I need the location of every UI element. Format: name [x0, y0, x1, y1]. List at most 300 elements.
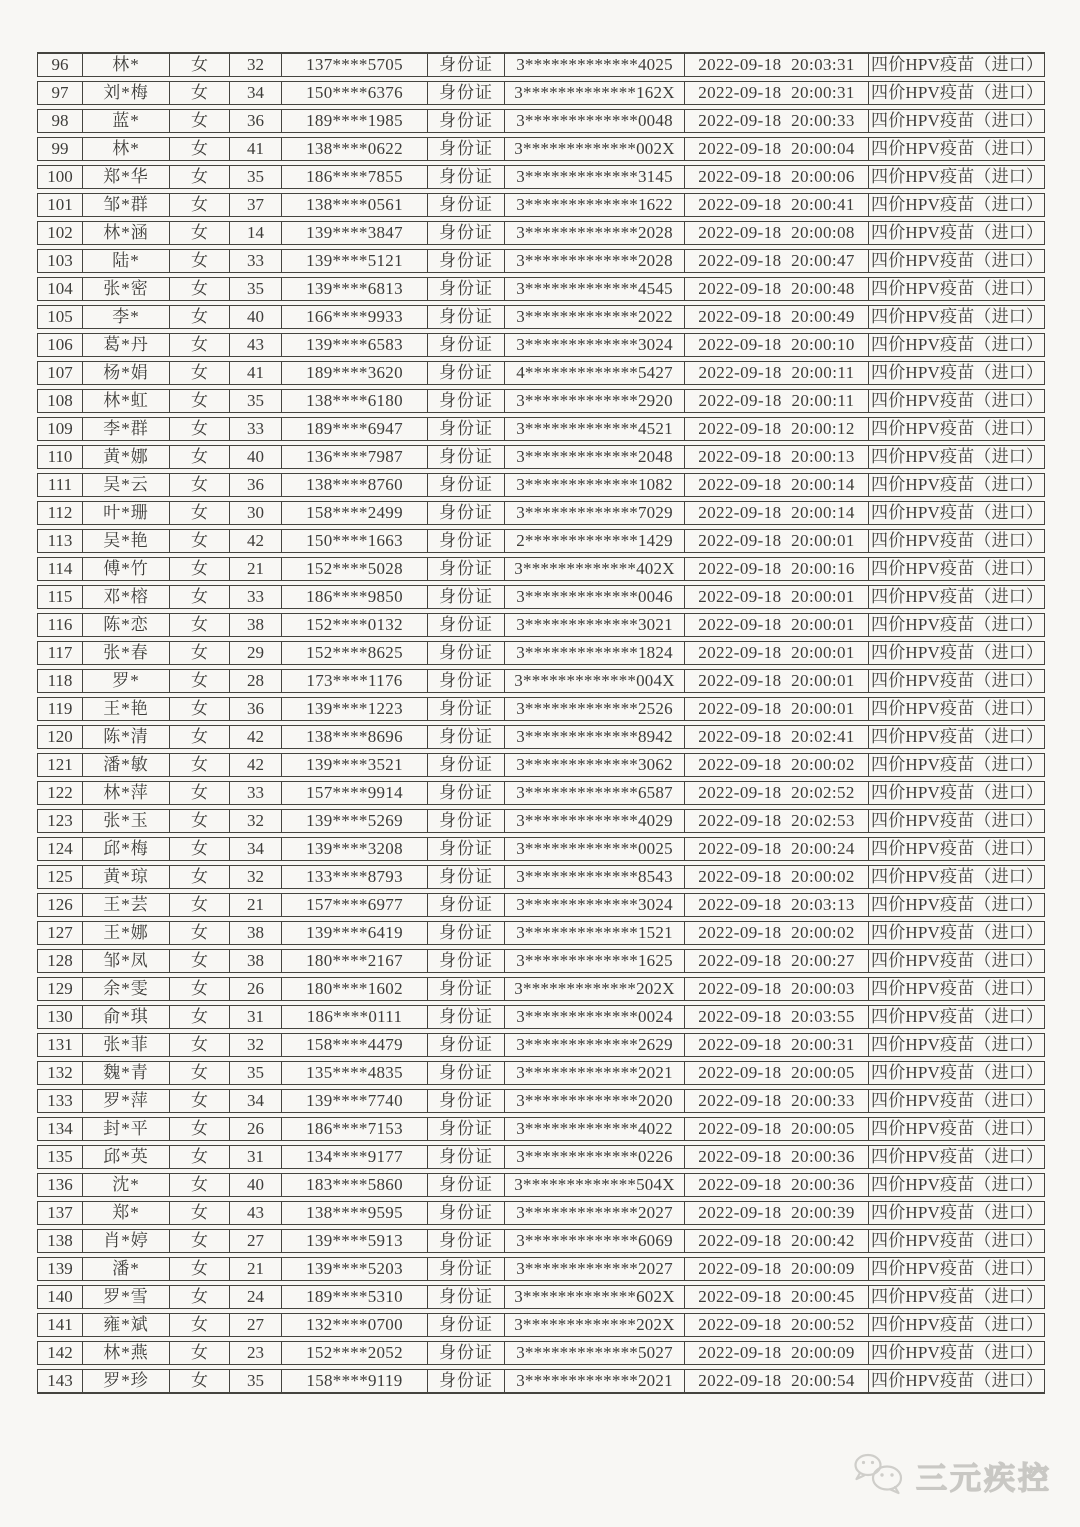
vaccination-record-table-page: [37, 48, 1045, 1398]
table-row: [37, 1313, 1045, 1337]
registration-time: 2022-09-18 20:00:42: [685, 1229, 869, 1253]
person-name-masked: 叶*珊: [83, 501, 170, 525]
person-name-masked: 杨*娟: [83, 361, 170, 385]
person-name-masked: 李*群: [83, 417, 170, 441]
registration-time: 2022-09-18 20:00:02: [685, 921, 869, 945]
row-number: 123: [37, 809, 83, 833]
id-type: 身份证: [428, 529, 505, 553]
age: 35: [230, 165, 282, 189]
person-name-masked: 傅*竹: [83, 557, 170, 581]
vaccine-name: 四价HPV疫苗（进口）: [869, 949, 1045, 973]
id-number-masked: 3*************2920: [505, 389, 685, 413]
id-number-masked: 3*************4025: [505, 52, 685, 77]
person-name-masked: 刘*梅: [83, 81, 170, 105]
id-number-masked: 3*************402X: [505, 557, 685, 581]
row-number: 120: [37, 725, 83, 749]
watermark: [852, 1452, 1052, 1498]
registration-time: 2022-09-18 20:00:04: [685, 137, 869, 161]
id-type: 身份证: [428, 921, 505, 945]
registration-time: 2022-09-18 20:02:41: [685, 725, 869, 749]
person-name-masked: 王*芸: [83, 893, 170, 917]
id-number-masked: 3*************2027: [505, 1257, 685, 1281]
id-type: 身份证: [428, 781, 505, 805]
table-row: [37, 1341, 1045, 1365]
table-row: [37, 361, 1045, 385]
table-row: [37, 1145, 1045, 1169]
age: 43: [230, 333, 282, 357]
table-row: [37, 1369, 1045, 1394]
id-number-masked: 3*************2021: [505, 1061, 685, 1085]
registration-time: 2022-09-18 20:00:08: [685, 221, 869, 245]
vaccine-name: 四价HPV疫苗（进口）: [869, 1173, 1045, 1197]
row-number: 107: [37, 361, 83, 385]
row-number: 108: [37, 389, 83, 413]
age: 40: [230, 445, 282, 469]
id-type: 身份证: [428, 669, 505, 693]
age: 33: [230, 249, 282, 273]
table-row: [37, 697, 1045, 721]
gender: 女: [170, 697, 230, 721]
table-body: [37, 52, 1045, 1394]
gender: 女: [170, 557, 230, 581]
gender: 女: [170, 361, 230, 385]
gender: 女: [170, 1257, 230, 1281]
id-number-masked: 3*************6069: [505, 1229, 685, 1253]
age: 42: [230, 725, 282, 749]
registration-time: 2022-09-18 20:00:09: [685, 1257, 869, 1281]
age: 27: [230, 1229, 282, 1253]
registration-time: 2022-09-18 20:00:12: [685, 417, 869, 441]
row-number: 134: [37, 1117, 83, 1141]
registration-time: 2022-09-18 20:00:01: [685, 641, 869, 665]
age: 23: [230, 1341, 282, 1365]
phone-masked: 134****9177: [282, 1145, 428, 1169]
registration-time: 2022-09-18 20:00:54: [685, 1369, 869, 1394]
watermark-label: 三元疾控: [916, 1460, 1052, 1496]
id-type: 身份证: [428, 753, 505, 777]
phone-masked: 180****1602: [282, 977, 428, 1001]
id-number-masked: 3*************3024: [505, 333, 685, 357]
id-type: 身份证: [428, 417, 505, 441]
row-number: 111: [37, 473, 83, 497]
gender: 女: [170, 193, 230, 217]
registration-time: 2022-09-18 20:00:01: [685, 529, 869, 553]
table-row: [37, 977, 1045, 1001]
id-type: 身份证: [428, 1061, 505, 1085]
age: 32: [230, 865, 282, 889]
vaccine-name: 四价HPV疫苗（进口）: [869, 809, 1045, 833]
gender: 女: [170, 1005, 230, 1029]
id-type: 身份证: [428, 697, 505, 721]
vaccine-name: 四价HPV疫苗（进口）: [869, 641, 1045, 665]
age: 32: [230, 52, 282, 77]
registration-time: 2022-09-18 20:00:33: [685, 1089, 869, 1113]
id-number-masked: 3*************2526: [505, 697, 685, 721]
id-number-masked: 3*************7029: [505, 501, 685, 525]
phone-masked: 150****1663: [282, 529, 428, 553]
age: 34: [230, 81, 282, 105]
vaccine-name: 四价HPV疫苗（进口）: [869, 921, 1045, 945]
vaccine-name: 四价HPV疫苗（进口）: [869, 501, 1045, 525]
phone-masked: 186****7153: [282, 1117, 428, 1141]
registration-time: 2022-09-18 20:00:36: [685, 1145, 869, 1169]
registration-time: 2022-09-18 20:00:45: [685, 1285, 869, 1309]
gender: 女: [170, 725, 230, 749]
registration-time: 2022-09-18 20:02:52: [685, 781, 869, 805]
person-name-masked: 张*春: [83, 641, 170, 665]
gender: 女: [170, 837, 230, 861]
person-name-masked: 黄*琼: [83, 865, 170, 889]
row-number: 97: [37, 81, 83, 105]
person-name-masked: 余*雯: [83, 977, 170, 1001]
id-number-masked: 3*************4022: [505, 1117, 685, 1141]
person-name-masked: 陆*: [83, 249, 170, 273]
table-row: [37, 333, 1045, 357]
vaccine-name: 四价HPV疫苗（进口）: [869, 585, 1045, 609]
id-number-masked: 3*************2629: [505, 1033, 685, 1057]
row-number: 122: [37, 781, 83, 805]
id-type: 身份证: [428, 1145, 505, 1169]
row-number: 118: [37, 669, 83, 693]
person-name-masked: 邱*梅: [83, 837, 170, 861]
person-name-masked: 潘*敏: [83, 753, 170, 777]
id-number-masked: 3*************0024: [505, 1005, 685, 1029]
id-number-masked: 3*************2021: [505, 1369, 685, 1394]
registration-time: 2022-09-18 20:00:31: [685, 81, 869, 105]
id-number-masked: 3*************3021: [505, 613, 685, 637]
table-row: [37, 921, 1045, 945]
row-number: 137: [37, 1201, 83, 1225]
id-number-masked: 3*************4521: [505, 417, 685, 441]
table-row: [37, 165, 1045, 189]
age: 36: [230, 473, 282, 497]
table-row: [37, 1033, 1045, 1057]
id-type: 身份证: [428, 361, 505, 385]
vaccine-name: 四价HPV疫苗（进口）: [869, 165, 1045, 189]
age: 33: [230, 585, 282, 609]
age: 35: [230, 389, 282, 413]
row-number: 119: [37, 697, 83, 721]
phone-masked: 152****5028: [282, 557, 428, 581]
row-number: 135: [37, 1145, 83, 1169]
age: 37: [230, 193, 282, 217]
age: 24: [230, 1285, 282, 1309]
row-number: 98: [37, 109, 83, 133]
phone-masked: 139****5203: [282, 1257, 428, 1281]
person-name-masked: 邹*凤: [83, 949, 170, 973]
age: 35: [230, 1369, 282, 1394]
vaccine-name: 四价HPV疫苗（进口）: [869, 81, 1045, 105]
registration-time: 2022-09-18 20:00:01: [685, 585, 869, 609]
person-name-masked: 陈*清: [83, 725, 170, 749]
id-number-masked: 3*************2020: [505, 1089, 685, 1113]
vaccine-name: 四价HPV疫苗（进口）: [869, 417, 1045, 441]
row-number: 140: [37, 1285, 83, 1309]
id-type: 身份证: [428, 613, 505, 637]
id-type: 身份证: [428, 1313, 505, 1337]
person-name-masked: 罗*萍: [83, 1089, 170, 1113]
phone-masked: 132****0700: [282, 1313, 428, 1337]
id-number-masked: 3*************1521: [505, 921, 685, 945]
gender: 女: [170, 529, 230, 553]
row-number: 132: [37, 1061, 83, 1085]
id-type: 身份证: [428, 305, 505, 329]
gender: 女: [170, 165, 230, 189]
id-number-masked: 3*************6587: [505, 781, 685, 805]
row-number: 113: [37, 529, 83, 553]
vaccine-name: 四价HPV疫苗（进口）: [869, 137, 1045, 161]
row-number: 112: [37, 501, 83, 525]
table-row: [37, 1173, 1045, 1197]
table-row: [37, 669, 1045, 693]
person-name-masked: 罗*珍: [83, 1369, 170, 1394]
phone-masked: 166****9933: [282, 305, 428, 329]
vaccine-name: 四价HPV疫苗（进口）: [869, 557, 1045, 581]
phone-masked: 150****6376: [282, 81, 428, 105]
id-number-masked: 3*************0025: [505, 837, 685, 861]
id-type: 身份证: [428, 977, 505, 1001]
row-number: 100: [37, 165, 83, 189]
vaccine-name: 四价HPV疫苗（进口）: [869, 193, 1045, 217]
gender: 女: [170, 1229, 230, 1253]
table-row: [37, 473, 1045, 497]
phone-masked: 135****4835: [282, 1061, 428, 1085]
person-name-masked: 肖*婷: [83, 1229, 170, 1253]
person-name-masked: 王*艳: [83, 697, 170, 721]
phone-masked: 186****0111: [282, 1005, 428, 1029]
person-name-masked: 罗*雪: [83, 1285, 170, 1309]
phone-masked: 139****1223: [282, 697, 428, 721]
table-row: [37, 781, 1045, 805]
row-number: 139: [37, 1257, 83, 1281]
vaccine-name: 四价HPV疫苗（进口）: [869, 1201, 1045, 1225]
person-name-masked: 林*萍: [83, 781, 170, 805]
vaccine-name: 四价HPV疫苗（进口）: [869, 1033, 1045, 1057]
gender: 女: [170, 417, 230, 441]
registration-time: 2022-09-18 20:02:53: [685, 809, 869, 833]
vaccine-name: 四价HPV疫苗（进口）: [869, 1229, 1045, 1253]
phone-masked: 186****7855: [282, 165, 428, 189]
id-type: 身份证: [428, 52, 505, 77]
person-name-masked: 林*燕: [83, 1341, 170, 1365]
vaccine-name: 四价HPV疫苗（进口）: [869, 781, 1045, 805]
registration-time: 2022-09-18 20:00:11: [685, 361, 869, 385]
row-number: 101: [37, 193, 83, 217]
row-number: 103: [37, 249, 83, 273]
vaccine-name: 四价HPV疫苗（进口）: [869, 1117, 1045, 1141]
table-row: [37, 1229, 1045, 1253]
table-row: [37, 389, 1045, 413]
registration-time: 2022-09-18 20:00:02: [685, 865, 869, 889]
age: 21: [230, 1257, 282, 1281]
id-type: 身份证: [428, 1089, 505, 1113]
vaccine-name: 四价HPV疫苗（进口）: [869, 725, 1045, 749]
person-name-masked: 王*娜: [83, 921, 170, 945]
vaccine-name: 四价HPV疫苗（进口）: [869, 837, 1045, 861]
vaccine-name: 四价HPV疫苗（进口）: [869, 977, 1045, 1001]
phone-masked: 186****9850: [282, 585, 428, 609]
phone-masked: 157****6977: [282, 893, 428, 917]
gender: 女: [170, 921, 230, 945]
table-row: [37, 613, 1045, 637]
vaccine-name: 四价HPV疫苗（进口）: [869, 1369, 1045, 1394]
registration-time: 2022-09-18 20:00:02: [685, 753, 869, 777]
row-number: 136: [37, 1173, 83, 1197]
table-row: [37, 1117, 1045, 1141]
registration-time: 2022-09-18 20:00:01: [685, 669, 869, 693]
registration-time: 2022-09-18 20:00:06: [685, 165, 869, 189]
age: 26: [230, 1117, 282, 1141]
table-row: [37, 949, 1045, 973]
registration-time: 2022-09-18 20:00:05: [685, 1117, 869, 1141]
table-row: [37, 193, 1045, 217]
phone-masked: 139****6419: [282, 921, 428, 945]
id-number-masked: 3*************1622: [505, 193, 685, 217]
vaccine-name: 四价HPV疫苗（进口）: [869, 669, 1045, 693]
phone-masked: 189****1985: [282, 109, 428, 133]
gender: 女: [170, 473, 230, 497]
id-type: 身份证: [428, 1369, 505, 1394]
id-number-masked: 3*************602X: [505, 1285, 685, 1309]
table-row: [37, 1201, 1045, 1225]
id-number-masked: 3*************0046: [505, 585, 685, 609]
row-number: 126: [37, 893, 83, 917]
phone-masked: 139****3847: [282, 221, 428, 245]
vaccine-name: 四价HPV疫苗（进口）: [869, 389, 1045, 413]
age: 35: [230, 277, 282, 301]
registration-time: 2022-09-18 20:00:36: [685, 1173, 869, 1197]
id-type: 身份证: [428, 893, 505, 917]
vaccine-name: 四价HPV疫苗（进口）: [869, 613, 1045, 637]
person-name-masked: 吴*云: [83, 473, 170, 497]
person-name-masked: 林*涵: [83, 221, 170, 245]
row-number: 131: [37, 1033, 83, 1057]
age: 42: [230, 753, 282, 777]
id-number-masked: 3*************0048: [505, 109, 685, 133]
id-type: 身份证: [428, 725, 505, 749]
table-row: [37, 1061, 1045, 1085]
id-type: 身份证: [428, 641, 505, 665]
table-row: [37, 585, 1045, 609]
id-number-masked: 3*************0226: [505, 1145, 685, 1169]
age: 41: [230, 361, 282, 385]
registration-time: 2022-09-18 20:00:10: [685, 333, 869, 357]
phone-masked: 157****9914: [282, 781, 428, 805]
age: 30: [230, 501, 282, 525]
phone-masked: 138****6180: [282, 389, 428, 413]
vaccine-name: 四价HPV疫苗（进口）: [869, 305, 1045, 329]
person-name-masked: 葛*丹: [83, 333, 170, 357]
gender: 女: [170, 865, 230, 889]
table-row: [37, 52, 1045, 77]
table-row: [37, 1285, 1045, 1309]
phone-masked: 139****5121: [282, 249, 428, 273]
id-type: 身份证: [428, 165, 505, 189]
gender: 女: [170, 109, 230, 133]
id-type: 身份证: [428, 249, 505, 273]
age: 33: [230, 781, 282, 805]
gender: 女: [170, 1369, 230, 1394]
gender: 女: [170, 1313, 230, 1337]
registration-time: 2022-09-18 20:03:55: [685, 1005, 869, 1029]
age: 34: [230, 1089, 282, 1113]
phone-masked: 189****3620: [282, 361, 428, 385]
id-type: 身份证: [428, 1341, 505, 1365]
registration-time: 2022-09-18 20:00:16: [685, 557, 869, 581]
id-type: 身份证: [428, 109, 505, 133]
table-row: [37, 249, 1045, 273]
row-number: 124: [37, 837, 83, 861]
table-row: [37, 305, 1045, 329]
table-row: [37, 837, 1045, 861]
row-number: 104: [37, 277, 83, 301]
gender: 女: [170, 249, 230, 273]
id-type: 身份证: [428, 333, 505, 357]
gender: 女: [170, 1061, 230, 1085]
phone-masked: 158****9119: [282, 1369, 428, 1394]
registration-time: 2022-09-18 20:00:01: [685, 613, 869, 637]
registration-time: 2022-09-18 20:00:31: [685, 1033, 869, 1057]
phone-masked: 180****2167: [282, 949, 428, 973]
age: 36: [230, 697, 282, 721]
vaccine-name: 四价HPV疫苗（进口）: [869, 1145, 1045, 1169]
gender: 女: [170, 753, 230, 777]
person-name-masked: 李*: [83, 305, 170, 329]
gender: 女: [170, 445, 230, 469]
registration-time: 2022-09-18 20:00:11: [685, 389, 869, 413]
person-name-masked: 封*平: [83, 1117, 170, 1141]
id-number-masked: 3*************2022: [505, 305, 685, 329]
gender: 女: [170, 809, 230, 833]
id-number-masked: 4*************5427: [505, 361, 685, 385]
id-number-masked: 3*************504X: [505, 1173, 685, 1197]
registration-time: 2022-09-18 20:00:14: [685, 501, 869, 525]
gender: 女: [170, 1089, 230, 1113]
gender: 女: [170, 669, 230, 693]
age: 43: [230, 1201, 282, 1225]
phone-masked: 139****3521: [282, 753, 428, 777]
table-row: [37, 557, 1045, 581]
row-number: 121: [37, 753, 83, 777]
age: 38: [230, 949, 282, 973]
id-number-masked: 3*************162X: [505, 81, 685, 105]
age: 40: [230, 305, 282, 329]
gender: 女: [170, 1145, 230, 1169]
row-number: 105: [37, 305, 83, 329]
id-type: 身份证: [428, 1117, 505, 1141]
id-type: 身份证: [428, 445, 505, 469]
id-type: 身份证: [428, 949, 505, 973]
gender: 女: [170, 221, 230, 245]
row-number: 143: [37, 1369, 83, 1394]
phone-masked: 136****7987: [282, 445, 428, 469]
gender: 女: [170, 389, 230, 413]
row-number: 115: [37, 585, 83, 609]
phone-masked: 133****8793: [282, 865, 428, 889]
id-number-masked: 3*************202X: [505, 977, 685, 1001]
id-number-masked: 3*************2048: [505, 445, 685, 469]
id-type: 身份证: [428, 809, 505, 833]
wechat-chat-bubbles-icon: [852, 1452, 910, 1498]
vaccine-name: 四价HPV疫苗（进口）: [869, 753, 1045, 777]
person-name-masked: 黄*娜: [83, 445, 170, 469]
vaccine-name: 四价HPV疫苗（进口）: [869, 361, 1045, 385]
id-type: 身份证: [428, 1201, 505, 1225]
vaccine-name: 四价HPV疫苗（进口）: [869, 893, 1045, 917]
table-row: [37, 109, 1045, 133]
phone-masked: 138****8760: [282, 473, 428, 497]
table-row: [37, 529, 1045, 553]
